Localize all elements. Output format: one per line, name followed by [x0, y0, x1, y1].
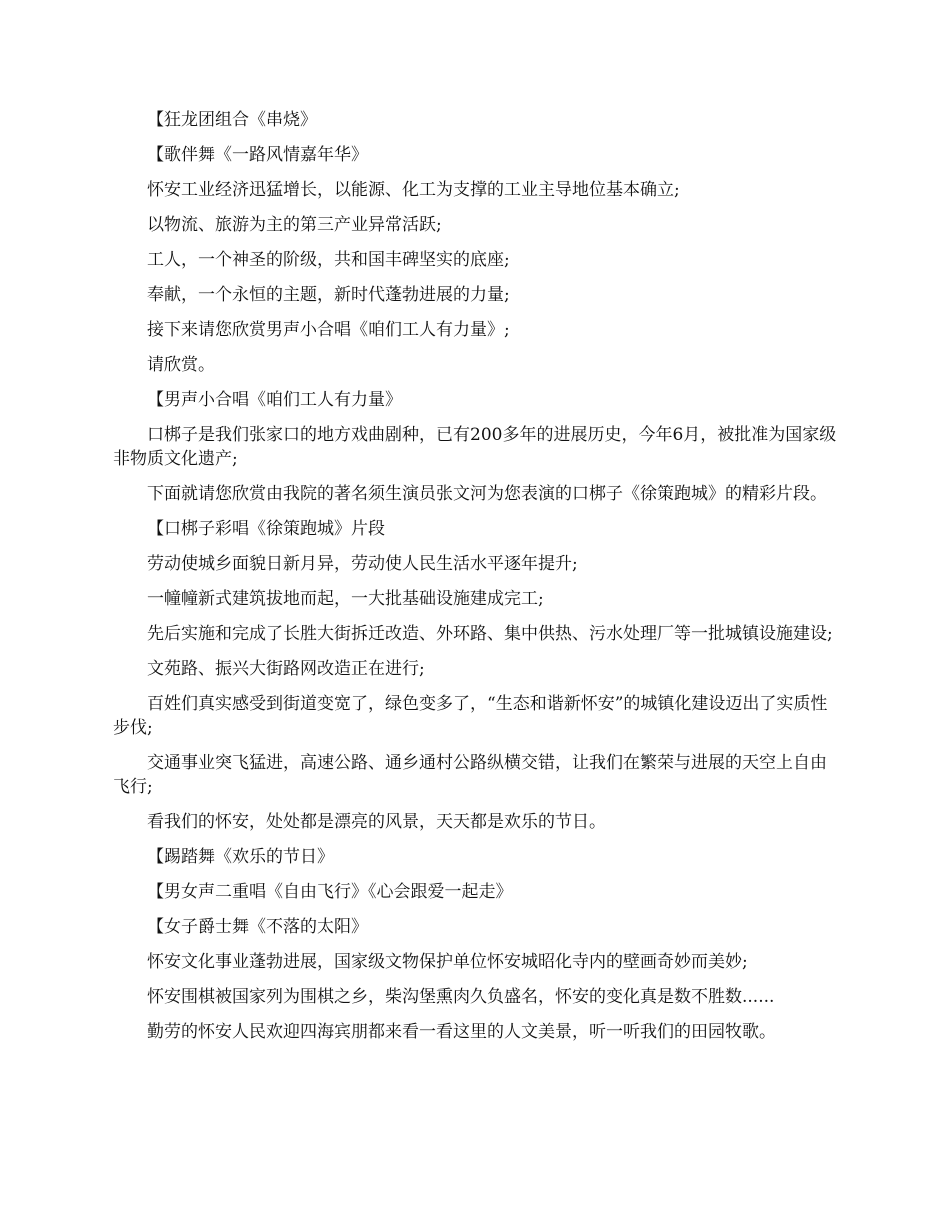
paragraph-program-jazz-dance: 【女子爵士舞《不落的太阳》	[147, 917, 368, 937]
paragraph: 看我们的怀安，处处都是漂亮的风景，天天都是欢乐的节日。	[147, 812, 606, 832]
paragraph-program-song-dance: 【歌伴舞《一路风情嘉年华》	[147, 145, 368, 165]
document-body	[113, 108, 840, 1055]
paragraph: 口梆子是我们张家口的地方戏曲剧种，已有200多年的进展历史，今年6月，被批准为国家级非物质文化遗产;	[113, 425, 837, 469]
paragraph: 百姓们真实感受到街道变宽了，绿色变多了，“生态和谐新怀安”的城镇化建设迈出了实质性步伐;	[113, 694, 828, 738]
paragraph: 以物流、旅游为主的第三产业异常活跃;	[147, 215, 442, 235]
paragraph-program-crazy-dragon: 【狂龙团组合《串烧》	[147, 110, 317, 130]
paragraph: 交通事业突飞猛进，高速公路、通乡通村公路纵横交错，让我们在繁荣与进展的天空上自由飞行;	[113, 753, 827, 797]
paragraph: 勤劳的怀安人民欢迎四海宾朋都来看一看这里的人文美景，听一听我们的田园牧歌。	[147, 1022, 776, 1042]
paragraph-program-male-chorus: 【男声小合唱《咱们工人有力量》	[147, 390, 402, 410]
paragraph: 下面就请您欣赏由我院的著名须生演员张文河为您表演的口梆子《徐策跑城》的精彩片段。	[147, 484, 827, 504]
paragraph: 文苑路、振兴大街路网改造正在进行;	[147, 659, 425, 679]
paragraph: 怀安工业经济迅猛增长，以能源、化工为支撑的工业主导地位基本确立;	[147, 180, 680, 200]
paragraph: 奉献，一个永恒的主题，新时代蓬勃进展的力量;	[147, 285, 510, 305]
paragraph: 劳动使城乡面貌日新月异，劳动使人民生活水平逐年提升;	[147, 554, 578, 574]
paragraph: 接下来请您欣赏男声小合唱《咱们工人有力量》;	[147, 320, 510, 340]
paragraph: 怀安围棋被国家列为围棋之乡，柴沟堡熏肉久负盛名，怀安的变化真是数不胜数......	[147, 987, 775, 1007]
paragraph: 请欣赏。	[147, 355, 215, 375]
paragraph-program-duet: 【男女声二重唱《自由飞行》《心会跟爱一起走》	[147, 882, 513, 902]
paragraph: 工人，一个神圣的阶级，共和国丰碑坚实的底座;	[147, 250, 510, 270]
paragraph: 先后实施和完成了长胜大街拆迁改造、外环路、集中供热、污水处理厂等一批城镇设施建设;	[147, 624, 833, 644]
paragraph-program-opera-excerpt: 【口梆子彩唱《徐策跑城》片段	[147, 519, 385, 539]
paragraph-program-tap-dance: 【踢踏舞《欢乐的节日》	[147, 847, 334, 867]
paragraph: 怀安文化事业蓬勃进展，国家级文物保护单位怀安城昭化寺内的壁画奇妙而美妙;	[147, 952, 748, 972]
paragraph: 一幢幢新式建筑拔地而起，一大批基础设施建成完工;	[147, 589, 544, 609]
